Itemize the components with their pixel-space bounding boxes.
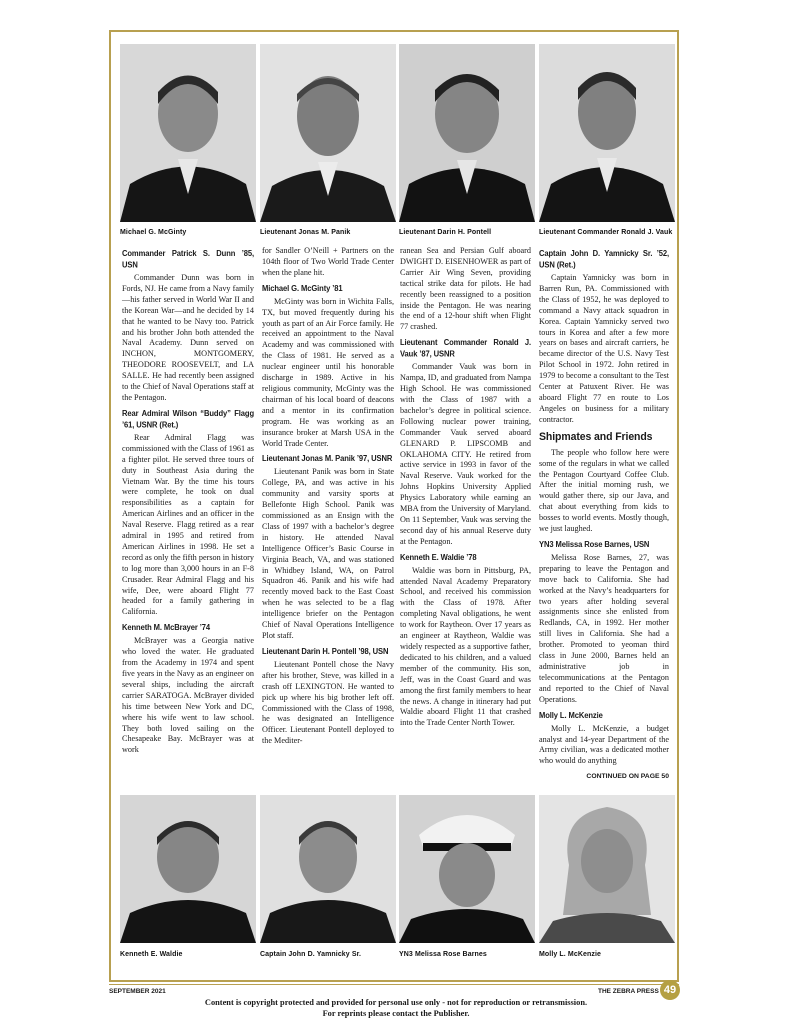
issue-date: SEPTEMBER 2021	[109, 988, 166, 995]
article-column-1	[122, 244, 254, 758]
photo-caption: Lieutenant Darin H. Pontell	[399, 229, 492, 236]
body-paragraph: Rear Admiral Flagg was commissioned with the Class of 1961 as a fighter pilot. He served three tours of duty in Southeast Asia during the Vietnam War. By the time his tours were complete, he took on dual responsibilities as a captain for American Airlines and an officer in the Naval Reserve. Flagg retired as a rear admiral in 1995 and retired from American Airlines in 1998. He set a record as only the fifth person in history to log more than 3,000 hours in an F-8 Crusader. Rear Admiral Flagg and his wife, Dee, were aboard Flight 77 headed for a family gathering in California.	[122, 432, 254, 617]
body-paragraph: Lieutenant Pontell chose the Navy after his brother, Steve, was killed in a crash off LEXINGTON. He wanted to pick up where his big brother left off. Commissioned with the Class of 1998, he was designated an Intelligence Officer. Lieutenant Pontell deployed to the Mediter-	[262, 659, 394, 746]
body-paragraph: Lieutenant Panik was born in State College, PA, and was active in his community and varsity sports at Bellefonte High School. Panik was commissioned as an Ensign with the Class of 1997 with a bachelor’s degree in history. He attended Naval Intelligence Officer’s Basic Course in Virginia Beach, VA, and was stationed in Whidbey Island, WA, on Patrol Squadron 46. Panik and his wife had recently moved back to the East Coast when he was selected to be a flag intelligence briefer on the Pentagon Chief of Naval Operations Intelligence Plot staff.	[262, 467, 394, 640]
article-column-2	[262, 246, 394, 749]
body-paragraph: ranean Sea and Persian Gulf aboard DWIGHT D. EISENHOWER as part of Carrier Air Wing Seven, providing tactical strike data for pilots. He had recently been reassigned to a position inside the Pentagon. He was nearing the end of a 12-hour shift when Flight 77 crashed.	[400, 246, 531, 332]
photo-caption: Molly L. McKenzie	[539, 951, 601, 958]
portrait-illustration	[120, 44, 256, 222]
body-paragraph: McGinty was born in Wichita Falls, TX, but moved frequently during his youth as part of an Air Force family. He received an appointment to the Naval Academy and was commissioned with the Class of 1981. He served as a nuclear engineer until his honorable discharge in 1989. Active in his religious community, McGinty was the chairman of his local board of deacons and a mentor in its confirmation program. He was working as an insurance broker at Marsh USA in the World Trade Center.	[262, 296, 394, 448]
portrait-illustration	[539, 795, 675, 943]
portrait-illustration	[539, 44, 675, 222]
portrait-photo	[260, 44, 396, 222]
body-paragraph: Captain Yamnicky was born in Barren Run, PA. Commissioned with the Class of 1952, he was deployed to command a Navy attack squadron in Korea. Captain Yamnicky served two tours in Korea and after a few more years on bases and aircraft carriers, he became director of the U.S. Navy Test Pilot School in 1972. John retired in 1979 to become a consultant to the Test Center at Patuxent River. He was aboard Flight 77 en route to Los Angeles on business for a military contractor.	[539, 273, 669, 424]
section-heading: YN3 Melissa Rose Barnes, USN	[539, 539, 650, 550]
article-column-3	[400, 246, 531, 731]
portrait-photo	[399, 44, 535, 222]
photo-caption: YN3 Melissa Rose Barnes	[399, 951, 487, 958]
portrait-illustration	[260, 795, 396, 943]
section-heading: Kenneth E. Waldie ’78	[400, 552, 477, 563]
body-paragraph: Commander Dunn was born in Fords, NJ. He came from a Navy family—his father served in World War II and the Korean War—and he decided by 14 that he wanted to be Navy too. Patrick and his brother John both attended the Naval Academy. Dunn served on INCHON, MONTGOMERY, THEODORE ROOSEVELT, and LA SALLE. He had recently been assigned to the Chief of Naval Operations staff at the Pentagon.	[122, 273, 254, 402]
section-heading: Lieutenant Darin H. Pontell ’98, USN	[262, 646, 389, 657]
photo-caption: Lieutenant Jonas M. Panik	[260, 229, 351, 236]
publication-name: THE ZEBRA PRESS	[598, 988, 659, 995]
section-heading: Commander Patrick S. Dunn ’85, USN	[122, 248, 254, 270]
body-paragraph: Melissa Rose Barnes, 27, was preparing to leave the Pentagon and move back to California. She had worked at the Navy’s headquarters for two years after holding several assignments since she enlisted from Redlands, CA, in 1992. Her mother still lives in California. She had a brother. Promoted to yeoman third class in June 2000, Barnes held an administrative job in telecommunications at the Pentagon and reported to the Chief of Naval Operations.	[539, 552, 669, 704]
section-heading: Rear Admiral Wilson “Buddy” Flagg ’61, USNR (Ret.)	[122, 408, 254, 430]
section-heading-large: Shipmates and Friends	[539, 430, 653, 444]
continued-notice: CONTINUED ON PAGE 50	[586, 773, 669, 781]
body-paragraph: for Sandler O’Neill + Partners on the 104th floor of Two World Trade Center when the plane hit.	[262, 246, 394, 277]
section-heading: Captain John D. Yamnicky Sr. ’52, USN (Ret.)	[539, 248, 669, 270]
body-paragraph: McBrayer was a Georgia native who loved the water. He graduated from the Academy in 1974 and spent five years in the Navy as an engineer on several ships, including the aircraft carrier SARATOGA. McBrayer divided his time between New York and DC, where his wife went to law school. They both loved sailing on the Chesapeake Bay. McBrayer was at work	[122, 636, 254, 755]
portrait-illustration	[120, 795, 256, 943]
portrait-illustration	[399, 795, 535, 943]
portrait-photo	[120, 44, 256, 222]
portrait-photo	[539, 44, 675, 222]
portrait-photo	[399, 795, 535, 943]
section-heading: Lieutenant Commander Ronald J. Vauk ’87, USNR	[400, 337, 531, 360]
body-paragraph: Molly L. McKenzie, a budget analyst and 14-year Department of the Army civilian, was a dedicated mother who would do anything	[539, 723, 669, 766]
photo-caption: Captain John D. Yamnicky Sr.	[260, 951, 362, 958]
section-heading: Molly L. McKenzie	[539, 710, 603, 720]
article-column-4	[539, 244, 669, 783]
reprints-notice: For reprints please contact the Publisher.	[322, 1009, 470, 1018]
section-heading: Michael G. McGinty ’81	[262, 283, 343, 294]
section-heading: Lieutenant Jonas M. Panik ’97, USNR	[262, 454, 393, 464]
body-paragraph: The people who follow here were some of the regulars in what we called the Pentagon Courtyard Coffee Club. After the initial morning rush, we would gather there, sip our Java, and chat about everything from kids to bosses to world events. Mostly though, we just laughed.	[539, 447, 669, 534]
photo-caption: Kenneth E. Waldie	[120, 951, 183, 958]
portrait-photo	[120, 795, 256, 943]
page-number: 49	[660, 980, 680, 1000]
portrait-photo	[260, 795, 396, 943]
photo-caption: Michael G. McGinty	[120, 229, 187, 236]
section-heading: Kenneth M. McBrayer ’74	[122, 622, 211, 633]
footer-rule	[109, 984, 679, 985]
copyright-notice: Content is copyright protected and provided for personal use only - not for reproduction or retransmission.	[204, 998, 588, 1007]
body-paragraph: Commander Vauk was born in Nampa, ID, and graduated from Nampa High School. He was commissioned with the Class of 1987 with a bachelor’s degree in political science. Following nuclear power training, Commander Vauk served aboard GLENARD P. LIPSCOMB and OKLAHOMA CITY. He retired from active service in 1993 in favor of the Naval Reserve. Vauk worked for the Johns Hopkins University Applied Physics Laboratory while earning an MBA from the University of Maryland. On 11 September, Vauk was serving the second day of his annual Reserve duty at the Pentagon.	[400, 362, 531, 546]
portrait-photo	[539, 795, 675, 943]
photo-caption: Lieutenant Commander Ronald J. Vauk	[539, 229, 673, 236]
portrait-illustration	[260, 44, 396, 222]
portrait-illustration	[399, 44, 535, 222]
body-paragraph: Waldie was born in Pittsburg, PA, attended Naval Academy Preparatory School, and received his commission with the Class of 1978. After completing Naval obligations, he went to work for Raytheon. Over 17 years as an engineer at Raytheon, Waldie was widely respected as a supportive father, dedicated to his children, and a valued member of the community. His son, Jeff, was in the Coast Guard and was among the first family members to hear the news. A change in itinerary had put Waldie aboard Flight 11 that crashed into the Trade Center North Tower.	[400, 565, 531, 728]
